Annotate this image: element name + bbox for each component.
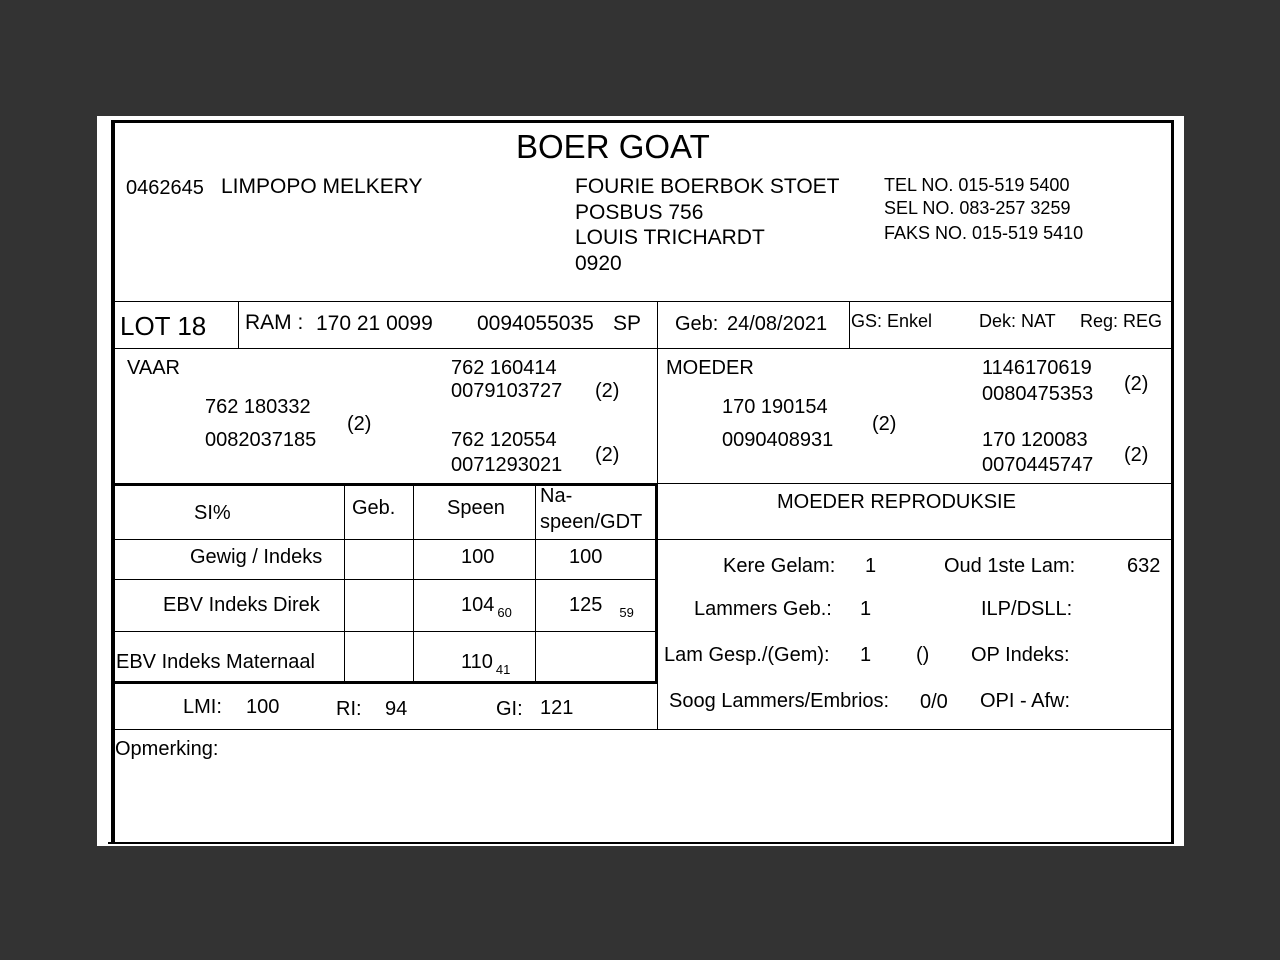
naspeen-header-line2: speen/GDT	[540, 511, 643, 533]
seller-address-line: 0920	[575, 252, 622, 275]
birth-date: 24/08/2021	[727, 313, 828, 335]
ram-id: 170 21 0099	[316, 312, 433, 335]
gi-label: GI:	[496, 698, 523, 720]
divider	[113, 483, 657, 486]
dam-mark: (2)	[872, 413, 897, 435]
direk-speen-accuracy: 60	[497, 605, 512, 620]
divider	[849, 302, 850, 348]
birth-label: Geb:	[675, 313, 719, 335]
seller-sel: SEL NO. 083-257 3259	[884, 198, 1071, 218]
seller-name: FOURIE BOERBOK STOET	[575, 175, 840, 198]
row-label-ebv-maternaal: EBV Indeks Maternaal	[116, 651, 315, 673]
soog-value: 0/0	[920, 691, 948, 713]
seller-address-line: POSBUS 756	[575, 201, 704, 224]
sire-grandsire-registration: 0079103727	[451, 380, 563, 402]
frame-top	[111, 120, 1174, 123]
seller-faks: FAKS NO. 015-519 5410	[884, 223, 1084, 243]
maternaal-speen	[461, 652, 510, 676]
divider	[535, 485, 536, 683]
divider	[344, 485, 345, 683]
seller-address-line: LOUIS TRICHARDT	[575, 226, 765, 249]
divider	[113, 681, 657, 684]
row-label-ebv-direk: EBV Indeks Direk	[163, 594, 320, 616]
divider	[655, 485, 658, 683]
ri-value: 94	[385, 698, 408, 720]
kere-value: 1	[865, 555, 877, 577]
card-title: BOER GOAT	[516, 128, 710, 165]
lmi-label: LMI:	[183, 696, 222, 718]
divider	[113, 631, 657, 632]
gewig-naspeen: 100	[569, 546, 603, 568]
gewig-speen: 100	[461, 546, 495, 568]
direk-naspeen-accuracy: 59	[619, 605, 634, 620]
reg-field: Reg: REG	[1080, 311, 1163, 331]
buyer-name: LIMPOPO MELKERY	[221, 175, 423, 198]
direk-naspeen-value: 125	[569, 594, 603, 616]
dam-granddam-id: 170 120083	[982, 429, 1088, 451]
divider	[238, 302, 239, 348]
lammers-label: Lammers Geb.:	[694, 598, 832, 620]
gi-value: 121	[540, 697, 574, 719]
ram-code: SP	[613, 312, 642, 335]
op-label: OP Indeks:	[971, 644, 1070, 666]
lot-number: LOT 18	[120, 311, 207, 341]
ram-label: RAM :	[245, 311, 304, 334]
sire-grandsire-id: 762 160414	[451, 357, 557, 379]
row-label-gewig: Gewig / Indeks	[190, 546, 323, 568]
maternaal-speen-accuracy: 41	[495, 662, 511, 677]
divider	[113, 348, 1173, 349]
dam-id: 170 190154	[722, 396, 828, 418]
dam-registration: 0090408931	[722, 429, 834, 451]
dam-grandsire-mark: (2)	[1124, 373, 1149, 395]
sire-granddam-registration: 0071293021	[451, 454, 563, 476]
direk-speen-value: 104	[461, 594, 495, 616]
speen-header: Speen	[447, 497, 505, 519]
frame-left	[111, 120, 115, 844]
gesp-value: 1	[860, 644, 872, 666]
divider	[113, 579, 657, 580]
seller-tel: TEL NO. 015-519 5400	[884, 175, 1070, 195]
lammers-value: 1	[860, 598, 872, 620]
si-header: SI%	[194, 502, 231, 524]
sire-mark: (2)	[347, 413, 372, 435]
ri-label: RI:	[336, 698, 362, 720]
dek-field: Dek: NAT	[979, 311, 1056, 331]
gesp-label: Lam Gesp./(Gem):	[664, 644, 830, 666]
divider	[413, 485, 414, 683]
buyer-number: 0462645	[126, 177, 204, 199]
oud-value: 632	[1127, 555, 1161, 577]
soog-label: Soog Lammers/Embrios:	[669, 690, 890, 712]
repro-title: MOEDER REPRODUKSIE	[777, 491, 1016, 513]
lmi-value: 100	[246, 696, 280, 718]
geb-header: Geb.	[352, 497, 396, 519]
dam-grandsire-registration: 0080475353	[982, 383, 1094, 405]
divider	[657, 483, 1173, 484]
divider	[113, 539, 1173, 540]
sire-granddam-id: 762 120554	[451, 429, 557, 451]
ram-registration: 0094055035	[477, 312, 594, 335]
ilp-label: ILP/DSLL:	[981, 598, 1073, 620]
oud-label: Oud 1ste Lam:	[944, 555, 1076, 577]
frame-bottom	[108, 842, 1172, 844]
sire-grandsire-mark: (2)	[595, 380, 620, 402]
direk-speen	[461, 595, 512, 619]
sire-id: 762 180332	[205, 396, 311, 418]
naspeen-header-line1: Na-	[540, 485, 573, 507]
divider	[113, 301, 1173, 302]
dam-grandsire-id: 1146170619	[982, 357, 1092, 379]
sire-granddam-mark: (2)	[595, 444, 620, 466]
sire-label: VAAR	[127, 357, 180, 379]
opi-label: OPI - Afw:	[980, 690, 1071, 712]
dam-granddam-registration: 0070445747	[982, 454, 1094, 476]
dam-label: MOEDER	[666, 357, 754, 379]
gs-field: GS: Enkel	[851, 311, 933, 331]
gesp-gem-value: ()	[916, 644, 930, 666]
kere-label: Kere Gelam:	[723, 555, 836, 577]
direk-naspeen	[569, 595, 634, 619]
divider	[113, 729, 1173, 730]
dam-granddam-mark: (2)	[1124, 444, 1149, 466]
frame-right	[1171, 120, 1174, 844]
sire-registration: 0082037185	[205, 429, 317, 451]
remarks-label: Opmerking:	[115, 738, 219, 760]
maternaal-speen-value: 110	[461, 651, 493, 673]
